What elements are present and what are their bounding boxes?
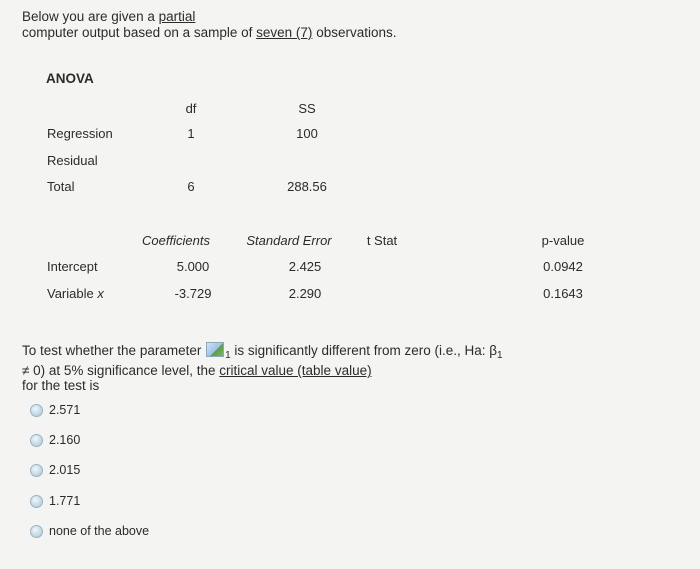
intro-line2-suffix: observations. (312, 25, 397, 40)
radio-button[interactable] (30, 495, 43, 508)
coef-row-label-var: x (97, 286, 104, 301)
coef-row-coefficient: 5.000 (176, 259, 210, 274)
coef-row-label (47, 259, 98, 274)
radio-button[interactable] (30, 434, 43, 447)
critical-value-link[interactable]: critical value (table value) (219, 363, 372, 378)
beta-subscript: 1 (497, 350, 503, 361)
radio-button[interactable] (30, 525, 43, 538)
anova-row-ss: 288.56 (287, 179, 327, 194)
radio-button[interactable] (30, 404, 43, 417)
coef-row-standard-error: 2.290 (288, 286, 322, 301)
option-2-015[interactable] (30, 463, 80, 477)
coef-row-label-text: Intercept (47, 259, 98, 274)
broken-image-icon (206, 342, 224, 357)
param-subscript: 1 (225, 350, 231, 361)
partial-link[interactable]: partial (158, 9, 196, 24)
coef-row-label (47, 286, 104, 301)
coef-row-label-text: Variable (47, 286, 98, 301)
coef-header-coefficients: Coefficients (142, 233, 210, 248)
anova-row-label: Regression (47, 126, 113, 141)
anova-header-ss: SS (298, 101, 316, 116)
option-label: 2.571 (49, 403, 81, 417)
anova-row-ss: 100 (296, 126, 318, 141)
seven-link[interactable]: seven (7) (256, 25, 313, 40)
option-2-571[interactable] (30, 403, 80, 417)
option-none-of-the-above[interactable] (30, 524, 149, 538)
question-part3: ≠ 0) at 5% significance level, the (22, 363, 220, 378)
intro-line2-prefix: computer output based on a sample of (22, 25, 257, 40)
coef-header-p-value: p-value (541, 233, 585, 248)
intro-line1-prefix: Below you are given a (22, 9, 159, 24)
anova-row-df: 6 (187, 179, 195, 194)
radio-button[interactable] (30, 464, 43, 477)
coef-header-standard-error: Standard Error (246, 233, 332, 248)
coef-row-p-value: 0.1643 (543, 286, 583, 301)
question-part2: is significantly different from zero (i.e., Ha: β (230, 343, 498, 358)
option-2-160[interactable] (30, 433, 80, 447)
option-label: 2.015 (49, 463, 81, 477)
coef-row-standard-error: 2.425 (288, 259, 322, 274)
anova-header-df: df (185, 101, 197, 116)
option-label: 2.160 (49, 433, 81, 447)
question-part1: To test whether the parameter (22, 343, 206, 358)
question-part4: for the test is (22, 378, 100, 393)
option-1-771[interactable] (30, 494, 80, 508)
anova-title: ANOVA (46, 71, 94, 86)
intro-text (22, 9, 396, 41)
anova-row-label: Residual (47, 153, 98, 168)
anova-row-df: 1 (187, 126, 195, 141)
question-text (22, 342, 503, 393)
coef-header-t-stat: t Stat (366, 233, 398, 248)
option-label: none of the above (49, 524, 150, 538)
option-label: 1.771 (49, 494, 81, 508)
anova-row-label: Total (47, 179, 75, 194)
coef-row-coefficient: -3.729 (174, 286, 212, 301)
coef-row-p-value: 0.0942 (543, 259, 583, 274)
